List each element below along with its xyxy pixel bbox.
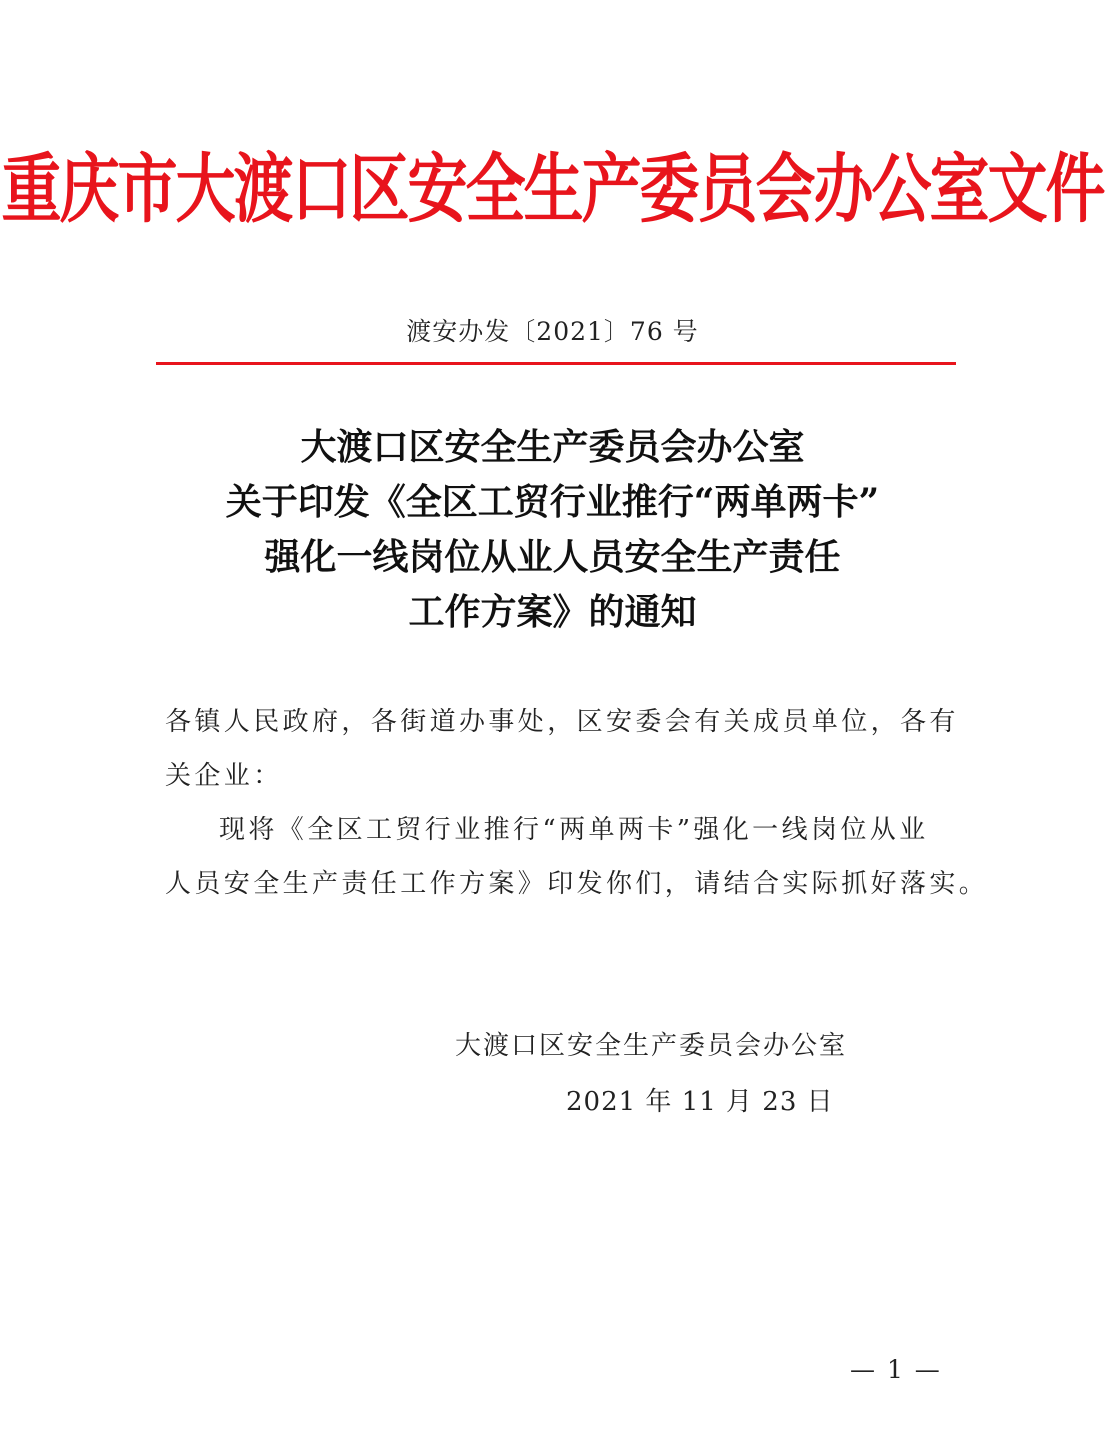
- title-line: 工作方案》的通知: [408, 591, 697, 633]
- page-number: — 1 —: [850, 1355, 942, 1384]
- title-line: 大渡口区安全生产委员会办公室: [300, 426, 805, 468]
- issuer-signature: 大渡口区安全生产委员会办公室: [455, 1031, 848, 1061]
- body-paragraph: [165, 803, 989, 911]
- issue-date: 2021 年 11 月 23 日: [566, 1087, 834, 1117]
- paragraph-line: 现将《全区工贸行业推行“两单两卡”强化一线岗位从业: [219, 815, 929, 845]
- title-line: 关于印发《全区工贸行业推行“两单两卡”: [225, 481, 880, 523]
- document-title: [100, 420, 1005, 640]
- salutation-line: 关企业：: [165, 761, 283, 791]
- salutation: [165, 695, 959, 803]
- document-masthead: 重庆市大渡口区安全生产委员会办公室文件: [1, 146, 1104, 234]
- document-number: 渡安办发〔2021〕76 号: [406, 317, 699, 346]
- salutation-line: 各镇人民政府，各街道办事处，区安委会有关成员单位，各有: [165, 707, 959, 737]
- red-separator-line: [156, 362, 956, 365]
- title-line: 强化一线岗位从业人员安全生产责任: [264, 536, 841, 578]
- paragraph-line: 人员安全生产责任工作方案》印发你们，请结合实际抓好落实。: [165, 869, 989, 899]
